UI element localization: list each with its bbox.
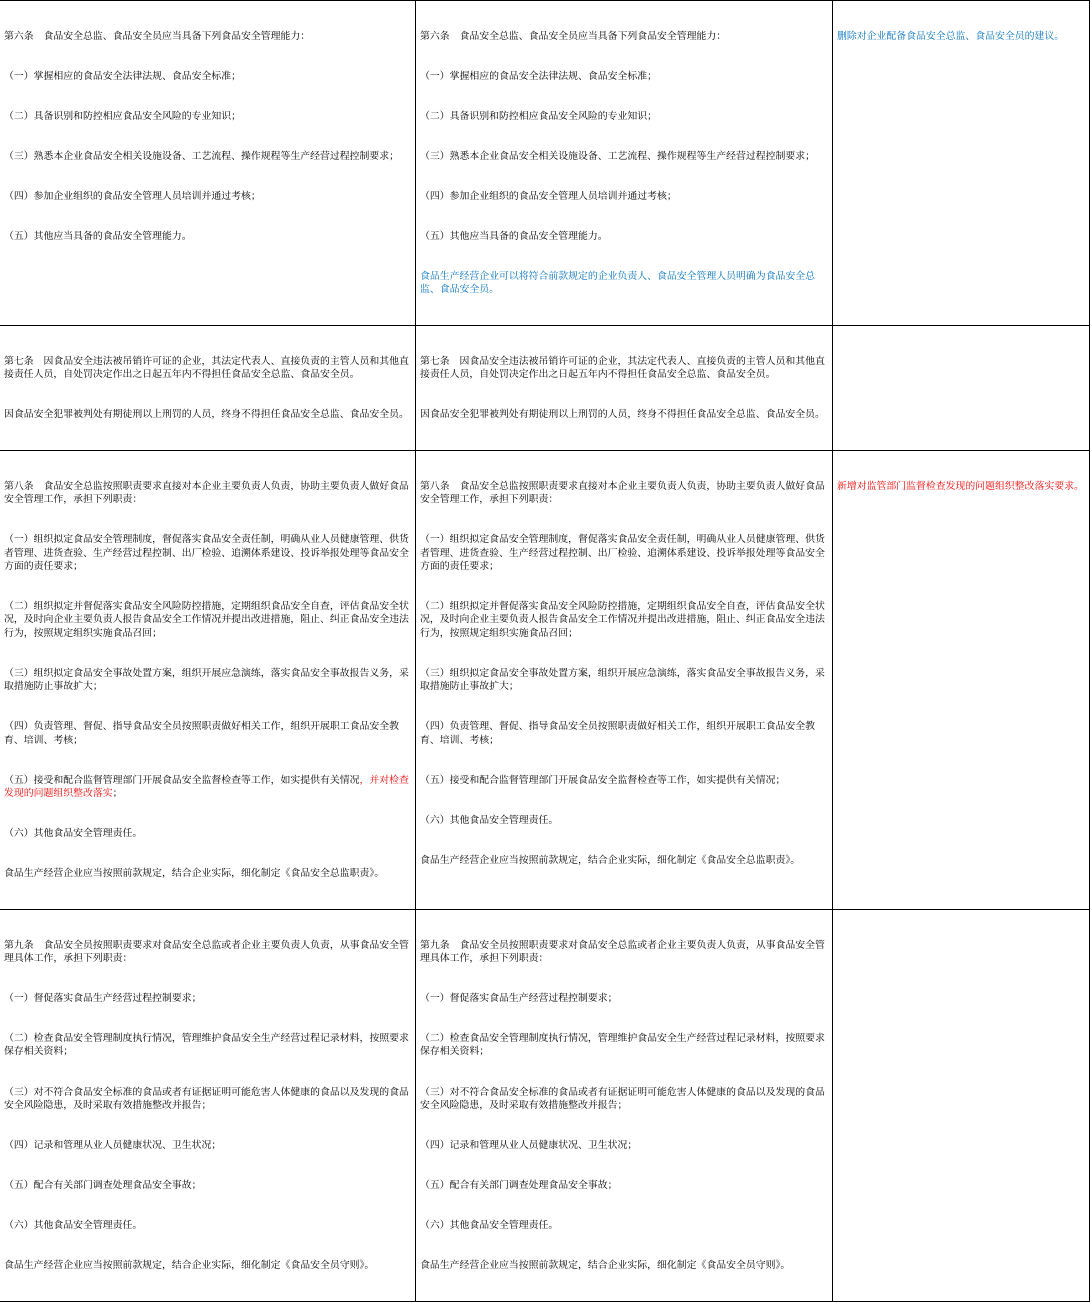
revised-text-cell bbox=[416, 1, 833, 326]
paragraph: 因食品安全犯罪被判处有期徒刑以上刑罚的人员，终身不得担任食品安全总监、食品安全员。 bbox=[4, 409, 409, 421]
item-5-end: ； bbox=[112, 787, 123, 799]
paragraph: （二）检查食品安全管理制度执行情况，管理维护食品安全生产经营过程记录材料，按照要求保存相关资料； bbox=[420, 1033, 825, 1058]
paragraph: 第七条 因食品安全违法被吊销许可证的企业，其法定代表人、直接负责的主管人员和其他直接责任人员，自处罚决定作出之日起五年内不得担任食品安全总监、食品安全员。 bbox=[4, 355, 409, 381]
paragraph: 因食品安全犯罪被判处有期徒刑以上刑罚的人员，终身不得担任食品安全总监、食品安全员。 bbox=[420, 409, 825, 421]
paragraph: （六）其他食品安全管理责任。 bbox=[420, 814, 559, 826]
paragraph: （五）配合有关部门调查处理食品安全事故； bbox=[4, 1179, 202, 1191]
paragraph: 第六条 食品安全总监、食品安全员应当具备下列食品安全管理能力： bbox=[420, 30, 727, 42]
paragraph: （三）对不符合食品安全标准的食品或者有证据证明可能危害人体健康的食品以及发现的食品安全风险隐患，及时采取有效措施整改并报告； bbox=[4, 1086, 409, 1111]
paragraph: 第八条 食品安全总监按照职责要求直接对本企业主要负责人负责，协助主要负责人做好食品安全管理工作，承担下列职责： bbox=[4, 481, 409, 506]
paragraph: （五）其他应当具备的食品安全管理能力。 bbox=[4, 230, 192, 242]
original-text-cell bbox=[0, 326, 416, 451]
paragraph: 食品生产经营企业应当按照前款规定，结合企业实际，细化制定《食品安全员守则》。 bbox=[420, 1259, 791, 1271]
table-row-article-7 bbox=[0, 326, 1090, 451]
paragraph: （一）掌握相应的食品安全法律法规、食品安全标准； bbox=[4, 70, 242, 82]
paragraph: （五）配合有关部门调查处理食品安全事故； bbox=[420, 1179, 618, 1191]
paragraph: 食品生产经营企业应当按照前款规定，结合企业实际，细化制定《食品安全总监职责》。 bbox=[420, 854, 801, 866]
paragraph: 第八条 食品安全总监按照职责要求直接对本企业主要负责人负责，协助主要负责人做好食品安全管理工作，承担下列职责： bbox=[420, 481, 825, 506]
paragraph: （二）具备识别和防控相应食品安全风险的专业知识； bbox=[4, 110, 242, 122]
item-5-text: （五）接受和配合监督管理部门开展食品安全监督检查等工作，如实提供有关情况 bbox=[4, 774, 360, 786]
change-note: 删除对企业配备食品安全总监、食品安全员的建议。 bbox=[837, 30, 1065, 42]
paragraph: （二）组织拟定并督促落实食品安全风险防控措施，定期组织食品安全自查，评估食品安全状况，及时向企业主要负责人报告食品安全工作情况并提出改进措施，阻止、纠正食品安全违法行为，按照规定组织实施食品召回； bbox=[420, 601, 825, 639]
paragraph: （三）组织拟定食品安全事故处置方案，组织开展应急演练，落实食品安全事故报告义务，采取措施防止事故扩大； bbox=[4, 667, 409, 693]
table-row-article-8 bbox=[0, 451, 1090, 910]
paragraph: （四）参加企业组织的食品安全管理人员培训并通过考核； bbox=[420, 190, 677, 202]
paragraph: （一）掌握相应的食品安全法律法规、食品安全标准； bbox=[420, 70, 658, 82]
change-note: 新增对监管部门监督检查发现的问题组织整改落实要求。 bbox=[837, 481, 1084, 493]
added-paragraph: 食品生产经营企业可以将符合前款规定的企业负责人、食品安全管理人员明确为食品安全总监、食品安全员。 bbox=[420, 270, 816, 296]
paragraph: 第七条 因食品安全违法被吊销许可证的企业，其法定代表人、直接负责的主管人员和其他直接责任人员，自处罚决定作出之日起五年内不得担任食品安全总监、食品安全员。 bbox=[420, 355, 825, 381]
change-note-cell bbox=[833, 1, 1090, 326]
table-row-article-9 bbox=[0, 910, 1090, 1302]
paragraph: （四）参加企业组织的食品安全管理人员培训并通过考核； bbox=[4, 190, 261, 202]
revised-text-cell bbox=[416, 326, 833, 451]
paragraph: （一）督促落实食品生产经营过程控制要求； bbox=[4, 993, 202, 1005]
paragraph: （二）检查食品安全管理制度执行情况，管理维护食品安全生产经营过程记录材料，按照要求保存相关资料； bbox=[4, 1033, 409, 1058]
paragraph: （一）组织拟定食品安全管理制度，督促落实食品安全责任制，明确从业人员健康管理、供货者管理、进货查验、生产经营过程控制、出厂检验、追溯体系建设、投诉举报处理等食品安全方面的责任要求； bbox=[4, 534, 409, 573]
paragraph: （六）其他食品安全管理责任。 bbox=[4, 827, 143, 839]
paragraph: （六）其他食品安全管理责任。 bbox=[4, 1219, 143, 1231]
paragraph: （三）熟悉本企业食品安全相关设施设备、工艺流程、操作规程等生产经营过程控制要求； bbox=[420, 150, 816, 162]
paragraph: （三）熟悉本企业食品安全相关设施设备、工艺流程、操作规程等生产经营过程控制要求； bbox=[4, 150, 400, 162]
original-text-cell bbox=[0, 910, 416, 1302]
original-text-cell bbox=[0, 451, 416, 910]
change-note-cell bbox=[833, 910, 1090, 1302]
paragraph: （三）组织拟定食品安全事故处置方案，组织开展应急演练，落实食品安全事故报告义务，采取措施防止事故扩大； bbox=[420, 667, 825, 693]
paragraph: 第六条 食品安全总监、食品安全员应当具备下列食品安全管理能力： bbox=[4, 30, 311, 42]
changed-text: ，并对检查发现的问题组织整改落实 bbox=[4, 774, 409, 799]
paragraph: （一）督促落实食品生产经营过程控制要求； bbox=[420, 993, 618, 1005]
paragraph: （四）负责管理、督促、指导食品安全员按照职责做好相关工作，组织开展职工食品安全教育、培训、考核； bbox=[4, 721, 400, 746]
paragraph: （四）负责管理、督促、指导食品安全员按照职责做好相关工作，组织开展职工食品安全教育、培训、考核； bbox=[420, 721, 816, 746]
paragraph: 食品生产经营企业应当按照前款规定，结合企业实际，细化制定《食品安全员守则》。 bbox=[4, 1259, 375, 1271]
paragraph: （四）记录和管理从业人员健康状况、卫生状况； bbox=[420, 1139, 638, 1151]
paragraph: （五）其他应当具备的食品安全管理能力。 bbox=[420, 230, 608, 242]
paragraph: 食品生产经营企业应当按照前款规定，结合企业实际，细化制定《食品安全总监职责》。 bbox=[4, 868, 385, 879]
paragraph: （一）组织拟定食品安全管理制度，督促落实食品安全责任制，明确从业人员健康管理、供货者管理、进货查验、生产经营过程控制、出厂检验、追溯体系建设、投诉举报处理等食品安全方面的责任要求； bbox=[420, 534, 825, 573]
paragraph: （四）记录和管理从业人员健康状况、卫生状况； bbox=[4, 1139, 222, 1151]
change-note-cell bbox=[833, 326, 1090, 451]
paragraph: （二）组织拟定并督促落实食品安全风险防控措施，定期组织食品安全自查，评估食品安全状况，及时向企业主要负责人报告食品安全工作情况并提出改进措施，阻止、纠正食品安全违法行为，按照规定组织实施食品召回； bbox=[4, 601, 409, 639]
revised-text-cell bbox=[416, 451, 833, 910]
paragraph: 第九条 食品安全员按照职责要求对食品安全总监或者企业主要负责人负责，从事食品安全管理具体工作，承担下列职责： bbox=[4, 939, 409, 965]
paragraph: 第九条 食品安全员按照职责要求对食品安全总监或者企业主要负责人负责，从事食品安全管理具体工作，承担下列职责： bbox=[420, 939, 825, 965]
paragraph-item-5 bbox=[4, 774, 412, 801]
revised-text-cell bbox=[416, 910, 833, 1302]
paragraph: （五）接受和配合监督管理部门开展食品安全监督检查等工作，如实提供有关情况； bbox=[420, 774, 786, 786]
change-note-cell bbox=[833, 451, 1090, 910]
paragraph: （三）对不符合食品安全标准的食品或者有证据证明可能危害人体健康的食品以及发现的食品安全风险隐患，及时采取有效措施整改并报告； bbox=[420, 1086, 825, 1111]
table-row-article-6 bbox=[0, 1, 1090, 326]
paragraph: （六）其他食品安全管理责任。 bbox=[420, 1219, 559, 1231]
paragraph: （二）具备识别和防控相应食品安全风险的专业知识； bbox=[420, 110, 658, 122]
original-text-cell bbox=[0, 1, 416, 326]
